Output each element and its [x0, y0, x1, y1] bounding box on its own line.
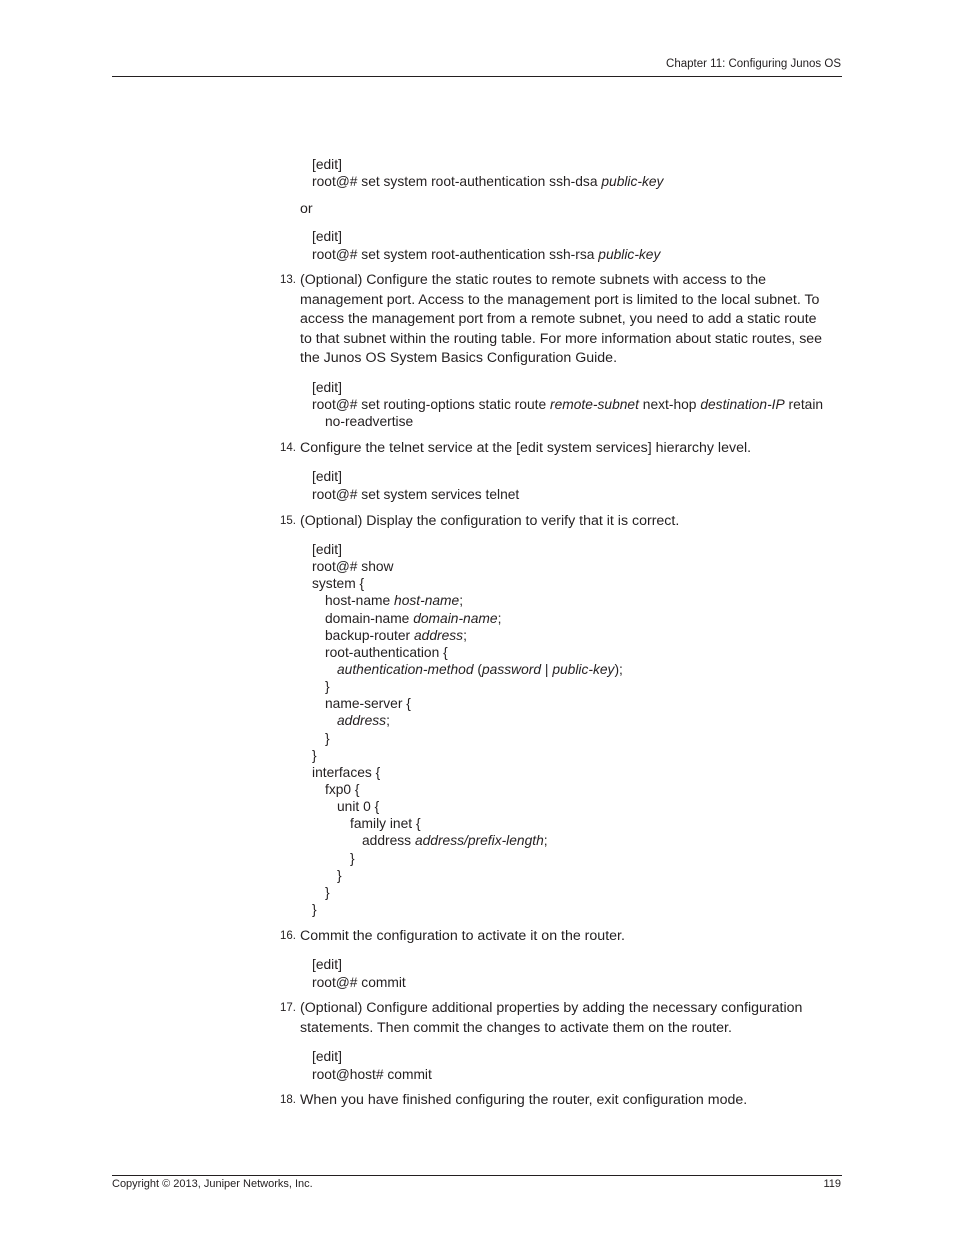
code-15-show: root@# show — [312, 559, 394, 574]
code-15-name-server-open: name-server { — [325, 696, 411, 711]
footer-rule — [112, 1175, 842, 1176]
code-16-line: root@# commit — [312, 975, 406, 990]
step-17-line-1: (Optional) Configure additional properties by adding the necessary configuration — [300, 1000, 803, 1016]
code-15-close: } — [325, 679, 330, 694]
code-15-fxp0-open: fxp0 { — [325, 782, 360, 797]
step-15-number: 15. — [280, 515, 296, 527]
step-16-number: 16. — [280, 930, 296, 942]
code-15-family-open: family inet { — [350, 816, 421, 831]
code-line-b: root@# set system root-authentication ssh-rsa public-key — [312, 247, 661, 262]
code-edit-a: [edit] — [312, 157, 342, 172]
code-edit-b: [edit] — [312, 229, 342, 244]
step-17-line-2: statements. Then commit the changes to activate them on the router. — [300, 1020, 732, 1036]
code-16-edit: [edit] — [312, 957, 342, 972]
code-15-interfaces-open: interfaces { — [312, 765, 381, 780]
footer-page-number: 119 — [823, 1178, 841, 1190]
code-17-edit: [edit] — [312, 1049, 342, 1064]
code-15-backup-router: backup-router address; — [325, 628, 467, 643]
code-15-system-open: system { — [312, 576, 365, 591]
code-15-edit: [edit] — [312, 542, 342, 557]
code-15-close: } — [312, 748, 317, 763]
code-15-close: } — [325, 885, 330, 900]
code-15-close: } — [312, 902, 317, 917]
code-line-a: root@# set system root-authentication ssh-dsa public-key — [312, 174, 664, 189]
code-15-close: } — [325, 731, 330, 746]
code-15-ns-address: address; — [337, 713, 390, 728]
step-18-line-1: When you have finished configuring the router, exit configuration mode. — [300, 1092, 748, 1108]
step-13-line-4: to that subnet within the routing table. For more information about static routes, see — [300, 331, 823, 347]
step-15-line-1: (Optional) Display the configuration to verify that it is correct. — [300, 513, 680, 529]
step-13-line-1: (Optional) Configure the static routes to remote subnets with access to the — [300, 272, 767, 288]
code-13-continuation: no-readvertise — [325, 414, 414, 429]
chapter-header: Chapter 11: Configuring Junos OS — [666, 58, 841, 70]
step-13-line-2: management port. Access to the management port is limited to the local subnet. To — [300, 292, 820, 308]
header-rule — [112, 76, 842, 77]
code-15-host-name: host-name host-name; — [325, 593, 464, 608]
code-15-domain-name: domain-name domain-name; — [325, 611, 502, 626]
step-13-line-5: the Junos OS System Basics Configuration Guide. — [300, 350, 618, 366]
step-14-line-1: Configure the telnet service at the [edit system services] hierarchy level. — [300, 440, 752, 456]
code-14-edit: [edit] — [312, 469, 342, 484]
step-13-number: 13. — [280, 274, 296, 286]
or-text: or — [300, 201, 313, 217]
code-17-line: root@host# commit — [312, 1067, 432, 1082]
code-15-auth-method: authentication-method (password | public-key); — [337, 662, 623, 677]
code-15-address: address address/prefix-length; — [362, 833, 548, 848]
step-14-number: 14. — [280, 442, 296, 454]
code-15-unit-open: unit 0 { — [337, 799, 380, 814]
step-17-number: 17. — [280, 1002, 296, 1014]
step-13-line-3: access the management port from a remote subnet, you need to add a static route — [300, 311, 817, 327]
code-13-line: root@# set routing-options static route remote-subnet next-hop destination-IP retain — [312, 397, 824, 412]
code-15-close: } — [337, 868, 342, 883]
code-13-edit: [edit] — [312, 380, 342, 395]
code-15-close: } — [350, 851, 355, 866]
code-15-root-auth-open: root-authentication { — [325, 645, 448, 660]
footer-copyright: Copyright © 2013, Juniper Networks, Inc. — [112, 1178, 313, 1190]
step-18-number: 18. — [280, 1094, 296, 1106]
step-16-line-1: Commit the configuration to activate it on the router. — [300, 928, 625, 944]
code-14-line: root@# set system services telnet — [312, 487, 520, 502]
